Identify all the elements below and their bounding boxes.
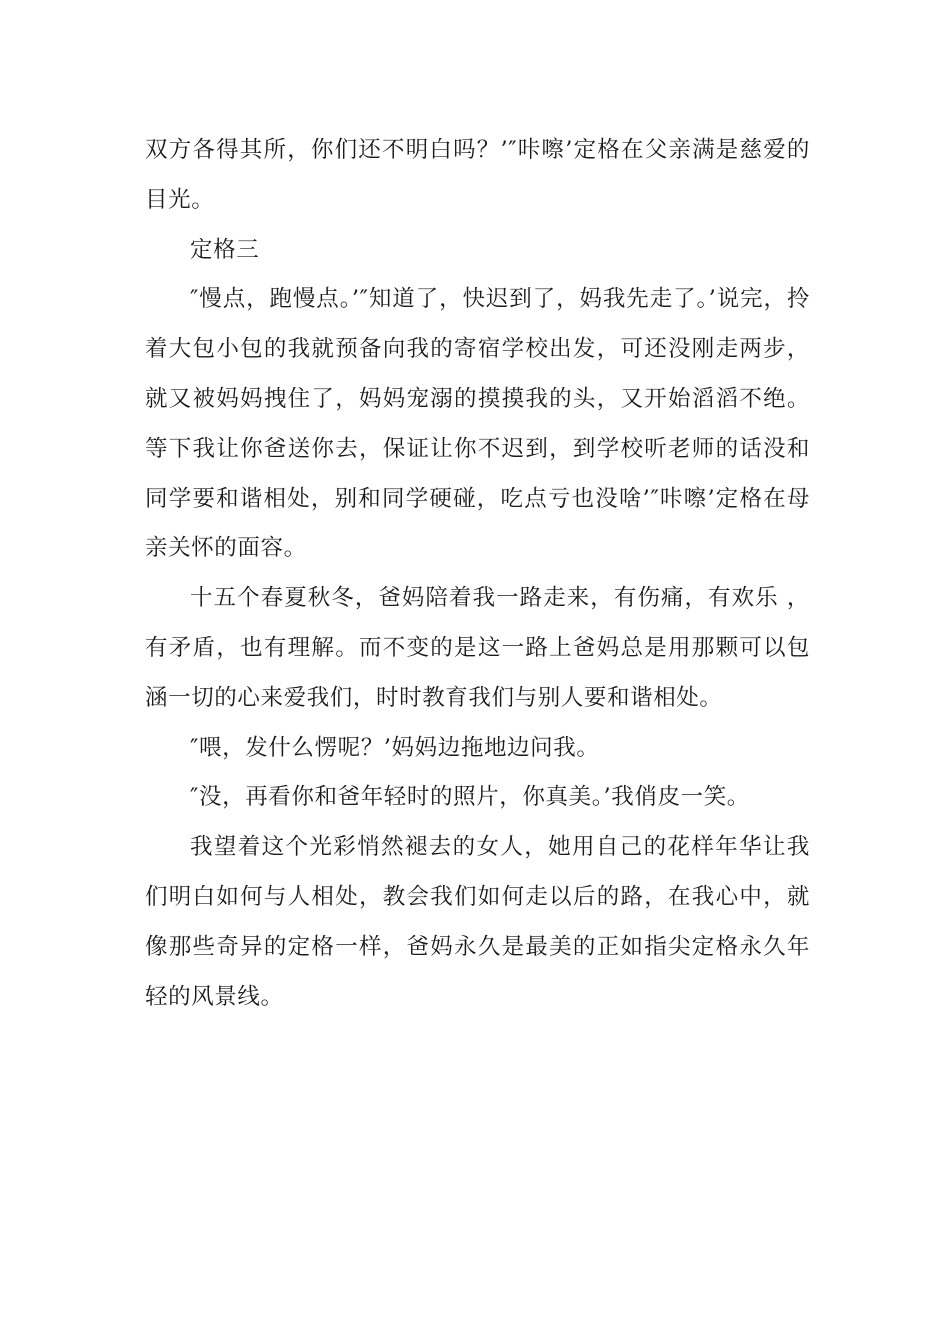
paragraph: 我望着这个光彩悄然褪去的女人，她用自己的花样年华让我们明白如何与人相处，教会我们如何走以后的路，在我心中，就像那些奇异的定格一样，爸妈永久是最美的正如指尖定格永久年轻的风景线。 [145, 834, 810, 1010]
document-body [145, 126, 810, 1022]
paragraph-continuation: 双方各得其所，你们还不明白吗？’″咔嚓’定格在父亲满是慈爱的目光。 [145, 137, 810, 213]
paragraph: 十五个春夏秋冬，爸妈陪着我一路走来，有伤痛，有欢乐 ，有矛盾，也有理解。而不变的是这一路上爸妈总是用那颗可以包涵一切的心来爱我们，时时教育我们与别人要和谐相处。 [145, 585, 810, 711]
paragraph: ″喂，发什么愣呢？’妈妈边拖地边问我。 [190, 734, 600, 761]
paragraph: ″没，再看你和爸年轻时的照片，你真美。’我俏皮一笑。 [190, 784, 750, 811]
section-heading: 定格三 [190, 236, 260, 263]
paragraph: ″慢点，跑慢点。’″知道了，快迟到了，妈我先走了。’说完，拎着大包小包的我就预备向我的寄宿学校出发，可还没刚走两步，就又被妈妈拽住了，妈妈宠溺的摸摸我的头，又开始滔滔不绝。等下我让你爸送你去，保证让你不迟到，到学校听老师的话没和同学要和谐相处，别和同学硬碰，吃点亏也没啥’″咔嚓’定格在母亲关怀的面容。 [145, 286, 810, 562]
